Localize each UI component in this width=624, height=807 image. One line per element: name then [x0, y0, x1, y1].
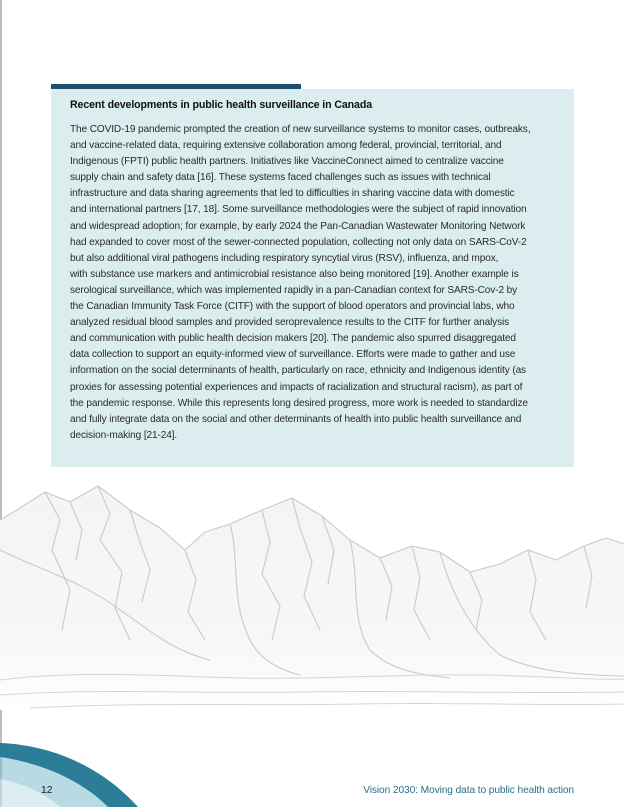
callout-box: [51, 89, 574, 467]
callout-body: [70, 122, 560, 444]
mountain-illustration: [0, 480, 624, 760]
body-line: with substance use markers and antimicrobial resistance also being monitored [19]. Another example is: [70, 268, 519, 280]
body-line: The COVID-19 pandemic prompted the creation of new surveillance systems to monitor cases, outbreaks,: [70, 124, 531, 135]
body-line: had expanded to cover most of the sewer-connected population, collecting not only data on SARS-CoV-2: [70, 236, 527, 248]
body-line: Indigenous (FPTI) public health partners. Initiatives like VaccineConnect aimed to centralize vaccine: [70, 156, 504, 168]
body-line: decision-making [21-24].: [70, 429, 178, 441]
body-line: serological surveillance, which was implemented rapidly in a pan-Canadian context for SARS-Cov-2 by: [70, 284, 518, 296]
body-line: data collection to support an equity-informed view of surveillance. Efforts were made to gather and use: [70, 349, 516, 361]
body-line: proxies for assessing potential experiences and impacts of racialization and structural racism), as part of: [70, 381, 523, 393]
body-line: information on the social determinants of health, particularly on race, ethnicity and Indigenous identity (as: [70, 365, 526, 377]
body-line: the Canadian Immunity Task Force (CITF) with the support of blood operators and provincial labs, who: [70, 301, 515, 313]
page-number: 12: [41, 785, 53, 796]
body-line: and communication with public health decision makers [20]. The pandemic also spurred disaggregated: [70, 333, 516, 345]
corner-swoosh-graphic: [0, 735, 160, 807]
body-line: the pandemic response. While this represents long desired progress, more work is needed to standardize: [70, 397, 528, 409]
body-line: supply chain and safety data [16]. These systems faced challenges such as issues with technical: [70, 172, 491, 184]
body-line: analyzed residual blood samples and provided seroprevalence results to the CITF for further analysis: [70, 317, 510, 329]
body-line: infrastructure and data sharing agreements that led to difficulties in sharing vaccine data with domestic: [70, 188, 515, 200]
footer-document-title: Vision 2030: Moving data to public health action: [363, 785, 574, 796]
body-line: but also additional viral pathogens including respiratory syncytial virus (RSV), influenza, and mpox,: [70, 252, 499, 264]
body-line: and fully integrate data on the social and other determinants of health into public health surveillance and: [70, 413, 522, 425]
body-line: and international partners [17, 18]. Some surveillance methodologies were the subject of rapid innovation: [70, 204, 527, 216]
body-line: and vaccine-related data, requiring extensive collaboration among federal, provincial, territorial, and: [70, 140, 502, 152]
callout-title: Recent developments in public health surveillance in Canada: [70, 99, 372, 111]
body-line: and widespread adoption; for example, by early 2024 the Pan-Canadian Wastewater Monitoring Network: [70, 220, 526, 232]
